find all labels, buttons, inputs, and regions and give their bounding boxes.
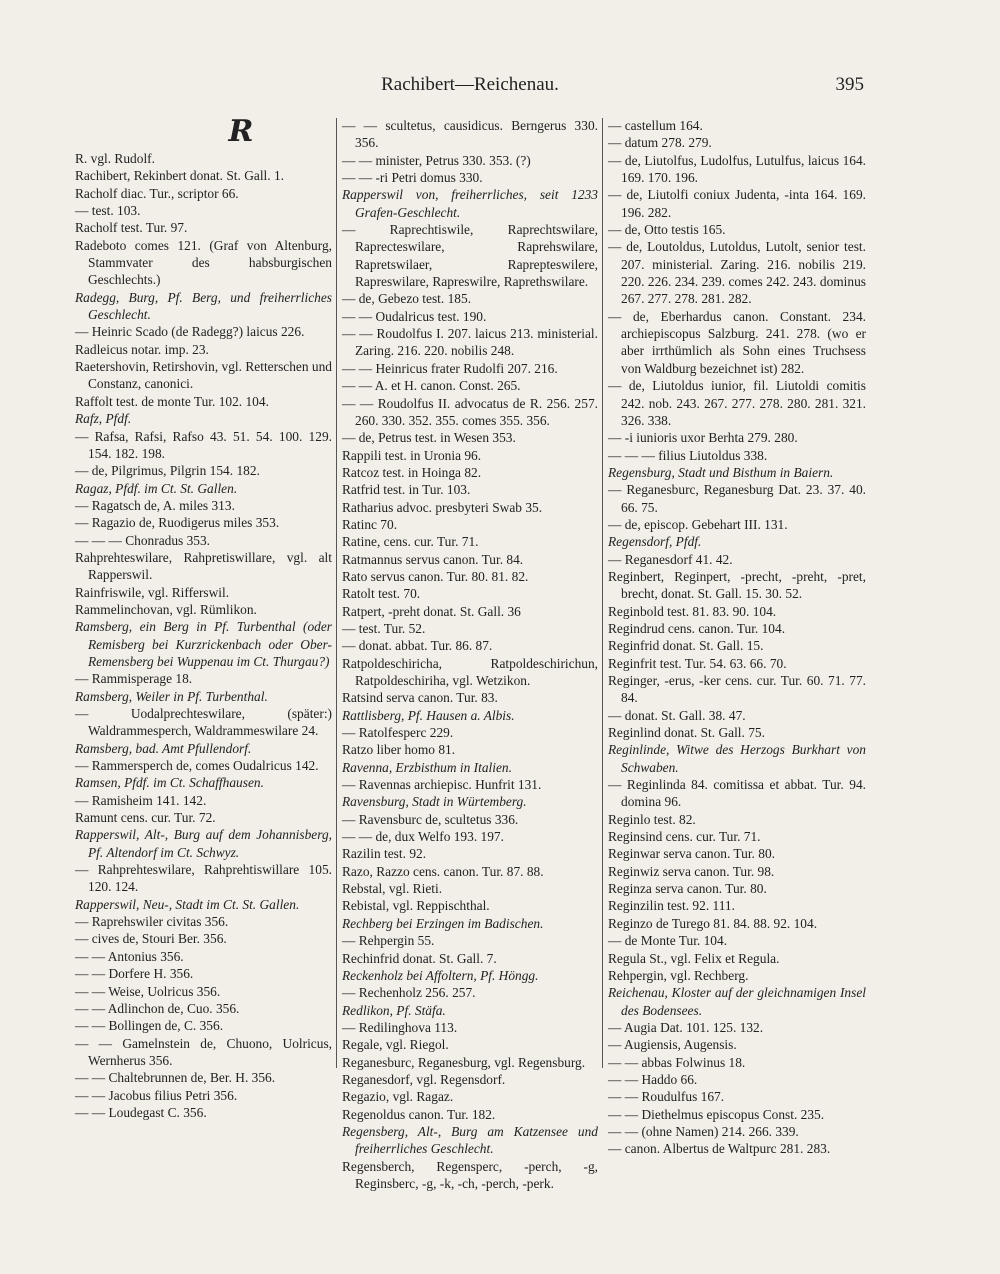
- index-entry: Rachibert, Rekinbert donat. St. Gall. 1.: [75, 168, 284, 184]
- index-entry: Reganesdorf, vgl. Regensdorf.: [342, 1071, 506, 1087]
- index-entry: Rato servus canon. Tur. 80. 81. 82.: [342, 568, 529, 584]
- index-entry: — cives de, Stouri Ber. 356.: [75, 931, 227, 947]
- index-entry: Raffolt test. de monte Tur. 102. 104.: [75, 393, 269, 409]
- index-entry: — — Heinricus frater Rudolfi 207. 216.: [342, 360, 558, 376]
- index-entry: Reginfrit test. Tur. 54. 63. 66. 70.: [608, 655, 787, 671]
- index-entry: Regula St., vgl. Felix et Regula.: [608, 950, 780, 966]
- index-entry: Reginsind cens. cur. Tur. 71.: [608, 829, 761, 845]
- index-entry: Ramsberg, bad. Amt Pfullendorf.: [75, 740, 252, 756]
- index-entry: — Ravennas archiepisc. Hunfrit 131.: [342, 777, 542, 793]
- index-entry: — — Haddo 66.: [608, 1071, 698, 1087]
- index-column-2: [342, 117, 598, 1192]
- index-entry: Rechberg bei Erzingen im Badischen.: [342, 915, 544, 931]
- index-entry: — de, episcop. Gebehart III. 131.: [608, 516, 788, 532]
- index-entry: Reginzo de Turego 81. 84. 88. 92. 104.: [608, 915, 818, 931]
- index-entry: — — (ohne Namen) 214. 266. 339.: [608, 1123, 799, 1139]
- index-entry: Rainfriswile, vgl. Rifferswil.: [75, 584, 230, 600]
- index-entry: Regale, vgl. Riegol.: [342, 1037, 449, 1053]
- index-entry: Reginlind donat. St. Gall. 75.: [608, 725, 765, 741]
- index-entry: Radegg, Burg, Pf. Berg, und freiherrliches Geschlecht.: [75, 289, 332, 323]
- index-entry: Rechinfrid donat. St. Gall. 7.: [342, 950, 497, 966]
- index-entry: — de Monte Tur. 104.: [608, 933, 728, 949]
- index-entry: — donat. St. Gall. 38. 47.: [608, 707, 746, 723]
- index-entry: — — Roudulfus 167.: [608, 1089, 725, 1105]
- index-entry: Ratharius advoc. presbyteri Swab 35.: [342, 499, 543, 515]
- index-entry: Rappili test. in Uronia 96.: [342, 447, 482, 463]
- index-entry: Raetershovin, Retirshovin, vgl. Retterschen und Constanz, canonici.: [75, 359, 332, 392]
- column-divider: [336, 118, 337, 1068]
- index-entry: Ratzo liber homo 81.: [342, 742, 456, 758]
- index-entry: — — -ri Petri domus 330.: [342, 170, 483, 186]
- index-entry: Regensburg, Stadt und Bisthum in Baiern.: [608, 464, 834, 480]
- index-entry: — castellum 164.: [608, 118, 703, 133]
- index-entry: Regensdorf, Pfdf.: [608, 534, 702, 550]
- index-entry: — Rafsa, Rafsi, Rafso 43. 51. 54. 100. 129. 154. 182. 198.: [75, 428, 332, 461]
- index-entry: R. vgl. Rudolf.: [75, 151, 155, 166]
- index-entry: — de, Loutoldus, Lutoldus, Lutolt, senior test. 207. ministerial. Zaring. 216. nobilis 219. 220. 226. 234. 239. comes 242. 243. dominus 267. 277. 278. 281. 282.: [608, 239, 866, 307]
- index-entry: — Heinric Scado (de Radegg?) laicus 226.: [75, 324, 305, 340]
- index-entry: Ramsberg, ein Berg in Pf. Turbenthal (oder Remisberg bei Kurzrickenbach oder Ober-Remensberg bei Wuppenau im Ct. Thurgau?): [75, 619, 332, 669]
- index-entry: Regazio, vgl. Ragaz.: [342, 1089, 454, 1105]
- index-entry: — Redilinghova 113.: [342, 1019, 458, 1035]
- index-entry: Regindrud cens. canon. Tur. 104.: [608, 620, 786, 636]
- index-entry: — Rammersperch de, comes Oudalricus 142.: [75, 758, 319, 774]
- index-entry: — — Jacobus filius Petri 356.: [75, 1087, 238, 1103]
- index-entry: Rebistal, vgl. Reppischthal.: [342, 898, 490, 914]
- index-entry: — de, Gebezo test. 185.: [342, 291, 472, 307]
- index-entry: — — Diethelmus episcopus Const. 235.: [608, 1106, 825, 1122]
- index-entry: — Ravensburc de, scultetus 336.: [342, 811, 519, 827]
- index-entry: Reginza serva canon. Tur. 80.: [608, 881, 767, 897]
- index-entry: — — abbas Folwinus 18.: [608, 1054, 746, 1070]
- index-entry: Ratolt test. 70.: [342, 586, 421, 602]
- index-entry: Ratinc 70.: [342, 516, 398, 532]
- index-entry: Reginlo test. 82.: [608, 811, 696, 827]
- index-entry: — Reganesburc, Reganesburg Dat. 23. 37. 40. 66. 75.: [608, 482, 866, 515]
- index-entry: — — Roudolfus II. advocatus de R. 256. 257. 260. 330. 352. 355. comes 355. 356.: [342, 395, 598, 428]
- index-entry: — — Antonius 356.: [75, 948, 184, 964]
- index-entry: — Rahprehteswilare, Rahprehtiswillare 105. 120. 124.: [75, 862, 332, 895]
- index-entry: Ratmannus servus canon. Tur. 84.: [342, 551, 524, 567]
- index-entry: Regenoldus canon. Tur. 182.: [342, 1106, 496, 1122]
- index-entry: Rafz, Pfdf.: [75, 411, 132, 427]
- index-entry: Ratine, cens. cur. Tur. 71.: [342, 534, 479, 550]
- index-entry: Reichenau, Kloster auf der gleichnamigen Insel des Bodensees.: [608, 985, 866, 1018]
- index-entry: — de, Liutolfi coniux Judenta, -inta 164. 169. 196. 282.: [608, 187, 866, 220]
- index-entry: Racholf test. Tur. 97.: [75, 220, 188, 236]
- index-entry: Rapperswil von, freiherrliches, seit 1233 Grafen-Geschlecht.: [342, 187, 598, 220]
- index-entry: Reginbert, Reginpert, -precht, -preht, -pret, brecht, donat. St. Gall. 15. 30. 52.: [608, 568, 866, 602]
- index-entry: — Raprechtiswile, Raprechtswilare, Raprecteswilare, Raprehswilare, Rapretswilaer, Raprepteswilere, Rapreswilare, Rapreswilre, Raprethswilare.: [342, 222, 598, 290]
- index-entry: Reginzilin test. 92. 111.: [608, 898, 735, 914]
- index-entry: Ratcoz test. in Hoinga 82.: [342, 464, 482, 480]
- index-entry: Radeboto comes 121. (Graf von Altenburg, Stammvater des habsburgischen Geschlechts.): [75, 237, 332, 288]
- index-entry: — -i iunioris uxor Berhta 279. 280.: [608, 430, 798, 446]
- page-header: [0, 74, 1000, 104]
- index-entry: — Ratolfesperc 229.: [342, 725, 454, 741]
- index-entry: — — Bollingen de, C. 356.: [75, 1018, 224, 1034]
- index-entry: — Ramisheim 141. 142.: [75, 792, 207, 808]
- index-entry: Rattlisberg, Pf. Hausen a. Albis.: [342, 707, 515, 723]
- index-entry: Reginbold test. 81. 83. 90. 104.: [608, 603, 777, 619]
- index-entry: — de, Otto testis 165.: [608, 222, 726, 238]
- index-entry: — — Weise, Uolricus 356.: [75, 983, 221, 999]
- index-entry: — Reginlinda 84. comitissa et abbat. Tur. 94. domina 96.: [608, 777, 866, 810]
- index-entry: Rammelinchovan, vgl. Rümlikon.: [75, 601, 257, 617]
- index-entry: — Ragazio de, Ruodigerus miles 353.: [75, 515, 280, 531]
- index-column-1: [75, 114, 332, 1121]
- index-entry: — Rechenholz 256. 257.: [342, 985, 476, 1001]
- page-number: 395: [835, 74, 864, 95]
- index-entry: — test. 103.: [75, 203, 141, 219]
- index-entry: — — Loudegast C. 356.: [75, 1104, 207, 1120]
- index-entry: — Rammisperage 18.: [75, 671, 193, 687]
- index-entry: Rapperswil, Alt-, Burg auf dem Johannisberg, Pf. Altendorf im Ct. Schwyz.: [75, 827, 332, 860]
- index-entry: Ravensburg, Stadt in Würtemberg.: [342, 794, 527, 810]
- index-entry: — de, Liutolfus, Ludolfus, Lutulfus, laicus 164. 169. 170. 196.: [608, 152, 866, 186]
- index-entry: Rapperswil, Neu-, Stadt im Ct. St. Gallen.: [75, 896, 300, 912]
- index-entry: Reckenholz bei Affoltern, Pf. Höngg.: [342, 967, 539, 983]
- index-entry: Reginger, -erus, -ker cens. cur. Tur. 60. 71. 77. 84.: [608, 673, 866, 706]
- index-entry: Racholf diac. Tur., scriptor 66.: [75, 185, 239, 201]
- index-entry: Reginlinde, Witwe des Herzogs Burkhart von Schwaben.: [608, 742, 866, 775]
- index-entry: — — Gamelnstein de, Chuono, Uolricus, Wernherus 356.: [75, 1035, 332, 1068]
- index-entry: — Ragatsch de, A. miles 313.: [75, 497, 235, 513]
- index-entry: Reganesburc, Reganesburg, vgl. Regensburg.: [342, 1054, 586, 1070]
- column-divider: [602, 118, 603, 1068]
- index-entry: Ramsen, Pfdf. im Ct. Schaffhausen.: [75, 775, 264, 791]
- section-letter: R: [228, 114, 255, 149]
- index-entry: — — Roudolfus I. 207. laicus 213. ministerial. Zaring. 216. 220. nobilis 248.: [342, 326, 598, 359]
- index-entry: — — Chaltebrunnen de, Ber. H. 356.: [75, 1070, 276, 1086]
- index-entry: Ratpoldeschiricha, Ratpoldeschirichun, Ratpoldeschiriha, vgl. Wetzikon.: [342, 655, 598, 688]
- index-entry: Ratsind serva canon. Tur. 83.: [342, 690, 498, 706]
- index-entry: — Augiensis, Augensis.: [608, 1037, 737, 1053]
- index-entry: Ravenna, Erzbisthum in Italien.: [342, 759, 512, 775]
- index-entry: — — Dorfere H. 356.: [75, 966, 194, 982]
- index-entry: — — Oudalricus test. 190.: [342, 308, 487, 324]
- index-entry: Regensberch, Regensperc, -perch, -g, Reginsberc, -g, -k, -ch, -perch, -perk.: [342, 1158, 598, 1191]
- index-entry: — de, Liutoldus iunior, fil. Liutoldi comitis 242. nob. 243. 267. 277. 278. 280. 281. 321. 326. 338.: [608, 378, 866, 428]
- index-entry: — Raprehswiler civitas 356.: [75, 914, 229, 930]
- index-entry: — — — Chonradus 353.: [75, 532, 211, 548]
- index-entry: — canon. Albertus de Waltpurc 281. 283.: [608, 1141, 831, 1157]
- index-entry: — Rehpergin 55.: [342, 933, 435, 949]
- index-entry: Reginwiz serva canon. Tur. 98.: [608, 863, 775, 879]
- index-entry: Ramsberg, Weiler in Pf. Turbenthal.: [75, 688, 268, 704]
- index-entry: Redlikon, Pf. Stäfa.: [342, 1002, 446, 1018]
- index-entry: Reginfrid donat. St. Gall. 15.: [608, 638, 764, 654]
- index-entry: — — Adlinchon de, Cuo. 356.: [75, 1000, 240, 1016]
- index-entry: — — A. et H. canon. Const. 265.: [342, 378, 521, 394]
- running-title: Rachibert—Reichenau.: [381, 74, 559, 95]
- index-entry: Rahprehteswilare, Rahpretiswillare, vgl. alt Rapperswil.: [75, 549, 332, 583]
- index-entry: — — de, dux Welfo 193. 197.: [342, 829, 504, 845]
- index-entry: — Reganesdorf 41. 42.: [608, 551, 733, 567]
- index-column-3: [608, 117, 866, 1158]
- index-entry: — — minister, Petrus 330. 353. (?): [342, 152, 531, 168]
- index-entry: Rehpergin, vgl. Rechberg.: [608, 967, 749, 983]
- index-entry: — test. Tur. 52.: [342, 620, 426, 636]
- index-entry: — — scultetus, causidicus. Berngerus 330. 356.: [342, 118, 598, 151]
- index-entry: Razo, Razzo cens. canon. Tur. 87. 88.: [342, 863, 544, 879]
- index-entry: Ragaz, Pfdf. im Ct. St. Gallen.: [75, 480, 238, 496]
- index-entry: Ratfrid test. in Tur. 103.: [342, 482, 471, 498]
- index-entry: — donat. abbat. Tur. 86. 87.: [342, 638, 493, 654]
- index-entry: — de, Petrus test. in Wesen 353.: [342, 430, 516, 446]
- index-entry: — — — filius Liutoldus 338.: [608, 447, 768, 463]
- index-entry: Regensberg, Alt-, Burg am Katzensee und freiherrliches Geschlecht.: [342, 1123, 598, 1157]
- index-entry: Razilin test. 92.: [342, 846, 427, 862]
- index-entry: Radleicus notar. imp. 23.: [75, 341, 209, 357]
- index-entry: — Uodalprechteswilare, (später:) Waldrammesperch, Waldrammeswilare 24.: [75, 706, 332, 739]
- index-entry: Rebstal, vgl. Rieti.: [342, 881, 443, 897]
- index-entry: Ratpert, -preht donat. St. Gall. 36: [342, 603, 521, 619]
- index-entry: Reginwar serva canon. Tur. 80.: [608, 846, 775, 862]
- index-entry: — de, Pilgrimus, Pilgrin 154. 182.: [75, 463, 260, 479]
- index-entry: — de, Eberhardus canon. Constant. 234. archiepiscopus Salzburg. 241. 278. (wo er aber irrthümlich als Sohn eines Truchsess von Waldburg bezeichnet ist) 282.: [608, 308, 866, 376]
- index-entry: Ramunt cens. cur. Tur. 72.: [75, 810, 216, 826]
- index-entry: — datum 278. 279.: [608, 135, 712, 151]
- index-entry: — Augia Dat. 101. 125. 132.: [608, 1019, 764, 1035]
